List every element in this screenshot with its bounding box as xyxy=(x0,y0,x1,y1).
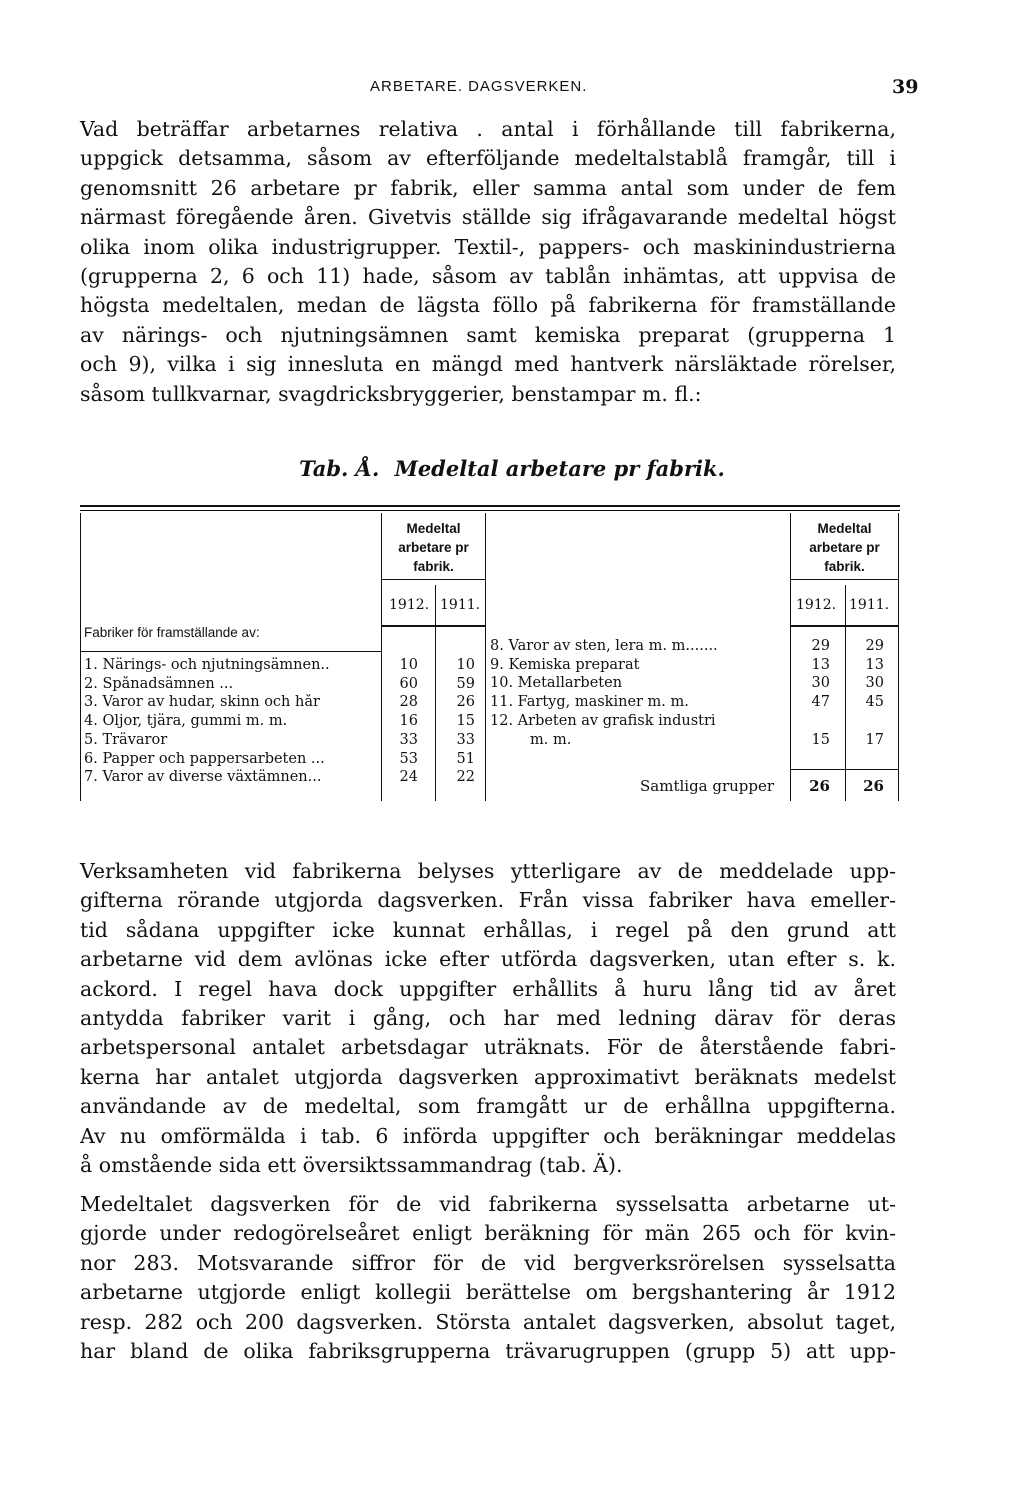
p2-line: arbetarne vid dem avlönas icke efter utförda dagsverken, utan efter s. k. xyxy=(80,947,896,972)
row-value-1911: 22 xyxy=(456,769,475,786)
row-value-1912: 16 xyxy=(399,713,418,730)
row-value-1911: 15 xyxy=(456,713,475,730)
row-value-1911: 13 xyxy=(865,656,884,673)
p2-line: antydda fabriker varit i gång, och har med ledning därav för deras xyxy=(80,1006,896,1031)
row-value-1912: 53 xyxy=(399,750,418,767)
row-value-1911: 59 xyxy=(456,675,475,692)
row-value-1911: 26 xyxy=(456,694,475,711)
data-table xyxy=(80,505,900,805)
p1-line: uppgick detsamma, såsom av efterföljande medeltalstablå framgår, till i xyxy=(80,146,896,171)
p2-line: tid sådana uppgifter icke kunnat erhållas, i regel på den grund att xyxy=(80,917,896,942)
table-top-rule xyxy=(80,505,900,507)
row-value-1911: 10 xyxy=(456,657,475,673)
p3-line: arbetarne utgjorde enligt kollegii berättelse om bergshantering år 1912 xyxy=(80,1280,896,1305)
row-value-1911: 33 xyxy=(456,731,475,748)
row-label: 2. Spånadsämnen ... xyxy=(84,675,234,692)
row-value-1911: 30 xyxy=(865,675,884,692)
vrule xyxy=(898,513,899,801)
table-caption xyxy=(0,456,1024,481)
year-1911-right: 1911. xyxy=(849,597,890,613)
row-value-1911: 45 xyxy=(865,694,884,711)
row-label: 8. Varor av sten, lera m. m....... xyxy=(490,638,718,654)
p1-line: av närings- och njutningsämnen samt kemiska preparat (grupperna 1 xyxy=(80,322,896,347)
p1-line: närmast föregående åren. Givetvis ställde sig ifrågavarande medeltal högst xyxy=(80,205,896,230)
p1-line: högsta medeltalen, medan de lägsta föllo på fabrikerna för framställande xyxy=(80,293,896,318)
row-label: 12. Arbeten av grafisk industri xyxy=(490,712,716,729)
vrule xyxy=(435,585,436,801)
row-value-1912: 47 xyxy=(811,694,830,711)
p2-line: Verksamheten vid fabrikerna belyses ytterligare av de meddelade upp- xyxy=(80,859,896,883)
p1-line: olika inom olika industrigrupper. Textil-, pappers- och maskinindustrierna xyxy=(80,234,896,259)
row-value-1911: 29 xyxy=(865,638,884,654)
hrule xyxy=(790,769,898,770)
hrule xyxy=(80,651,381,652)
row-value-1912: 24 xyxy=(399,769,418,786)
p2-line: användande av de medeltal, som framgått ur de erhållna uppgifterna. xyxy=(80,1094,896,1119)
p1-line: och 9), vilka i sig innesluta en mängd med hantverk närsläktade rörelser, xyxy=(80,352,896,377)
paragraph-1 xyxy=(80,115,896,409)
total-label: Samtliga grupper xyxy=(640,777,775,795)
row-label: 10. Metallarbeten xyxy=(490,675,623,692)
p2-line: å omstående sida ett översiktssammandrag (tab. Ä). xyxy=(80,1153,623,1178)
p3-line: Medeltalet dagsverken för de vid fabrikerna sysselsatta arbetarne ut- xyxy=(80,1192,896,1216)
p1-line: genomsnitt 26 arbetare pr fabrik, eller samma antal som under de fem xyxy=(80,175,896,200)
row-label: 7. Varor av diverse växtämnen... xyxy=(84,769,322,786)
header-title: ARBETARE. DAGSVERKEN. xyxy=(370,78,588,95)
p3-line: gjorde under redogörelseåret enligt beräkning för män 265 och för kvin- xyxy=(80,1221,896,1246)
p2-line: gifterna rörande utgjorda dagsverken. Från vissa fabriker hava emeller- xyxy=(80,888,896,913)
row-value-1912: 30 xyxy=(811,675,830,692)
row-value-1912: 13 xyxy=(811,656,830,673)
row-value-1911: 51 xyxy=(456,750,475,767)
row-label: 1. Närings- och njutningsämnen.. xyxy=(84,657,330,673)
p1-line: Vad beträffar arbetarnes relativa . antal i förhållande till fabrikerna, xyxy=(80,117,896,141)
caption-title: Medeltal arbetare pr fabrik. xyxy=(394,456,725,481)
row-value-1912: 15 xyxy=(811,731,830,748)
hrule xyxy=(381,625,485,627)
row-value-1912: 60 xyxy=(399,675,418,692)
section-label: Fabriker för framställande av: xyxy=(84,625,260,640)
row-label: 3. Varor av hudar, skinn och hår xyxy=(84,694,320,711)
row-value-1912: 28 xyxy=(399,694,418,711)
p2-line: ackord. I regel hava dock uppgifter erhållits å huru lång tid av året xyxy=(80,976,896,1001)
row-label: m. m. xyxy=(530,731,572,748)
total-1911: 26 xyxy=(863,777,884,795)
running-header xyxy=(0,78,1024,102)
p3-line: nor 283. Motsvarande siffror för de vid bergverksrörelsen sysselsatta xyxy=(80,1250,896,1275)
row-label: 9. Kemiska preparat xyxy=(490,656,640,673)
page-number: 39 xyxy=(892,76,919,98)
row-label: 4. Oljor, tjära, gummi m. m. xyxy=(84,713,288,730)
table-top-rule-thin xyxy=(80,510,900,511)
p1-line: såsom tullkvarnar, svagdricksbryggerier, benstampar m. fl.: xyxy=(80,381,702,406)
year-1912-left: 1912. xyxy=(389,597,430,613)
row-value-1912: 29 xyxy=(811,638,830,654)
p2-line: kerna har antalet utgjorda dagsverken approximativt beräknats medelst xyxy=(80,1064,896,1089)
paragraph-2 xyxy=(80,857,896,1180)
year-1912-right: 1912. xyxy=(796,597,837,613)
vrule xyxy=(485,513,486,801)
p1-line: (grupperna 2, 6 och 11) hade, såsom av tablån inhämtas, att uppvisa de xyxy=(80,264,896,289)
p2-line: arbetspersonal antalet arbetsdagar uträknats. För de återstående fabri- xyxy=(80,1035,896,1060)
paragraph-3 xyxy=(80,1190,896,1366)
vrule xyxy=(80,513,81,801)
row-label: 6. Papper och pappersarbeten ... xyxy=(84,750,325,767)
p3-line: resp. 282 och 200 dagsverken. Största antalet dagsverken, absolut taget, xyxy=(80,1309,896,1334)
hrule xyxy=(790,625,898,627)
row-value-1911: 17 xyxy=(865,731,884,748)
hrule xyxy=(790,579,898,580)
row-label: 11. Fartyg, maskiner m. m. xyxy=(490,694,689,711)
row-label: 5. Trävaror xyxy=(84,731,168,748)
col-header-left: Medeltal arbetare pr fabrik. xyxy=(398,521,469,574)
p2-line: Av nu omförmälda i tab. 6 införda uppgifter och beräkningar meddelas xyxy=(80,1123,896,1148)
caption-tab: Tab. Å. xyxy=(299,456,380,481)
hrule xyxy=(381,579,485,580)
p3-line: har bland de olika fabriksgrupperna trävarugruppen (grupp 5) att upp- xyxy=(80,1339,896,1364)
year-1911-left: 1911. xyxy=(440,597,481,613)
col-header-right: Medeltal arbetare pr fabrik. xyxy=(809,521,880,574)
row-value-1912: 33 xyxy=(399,731,418,748)
row-value-1912: 10 xyxy=(399,657,418,673)
total-1912: 26 xyxy=(809,777,830,795)
